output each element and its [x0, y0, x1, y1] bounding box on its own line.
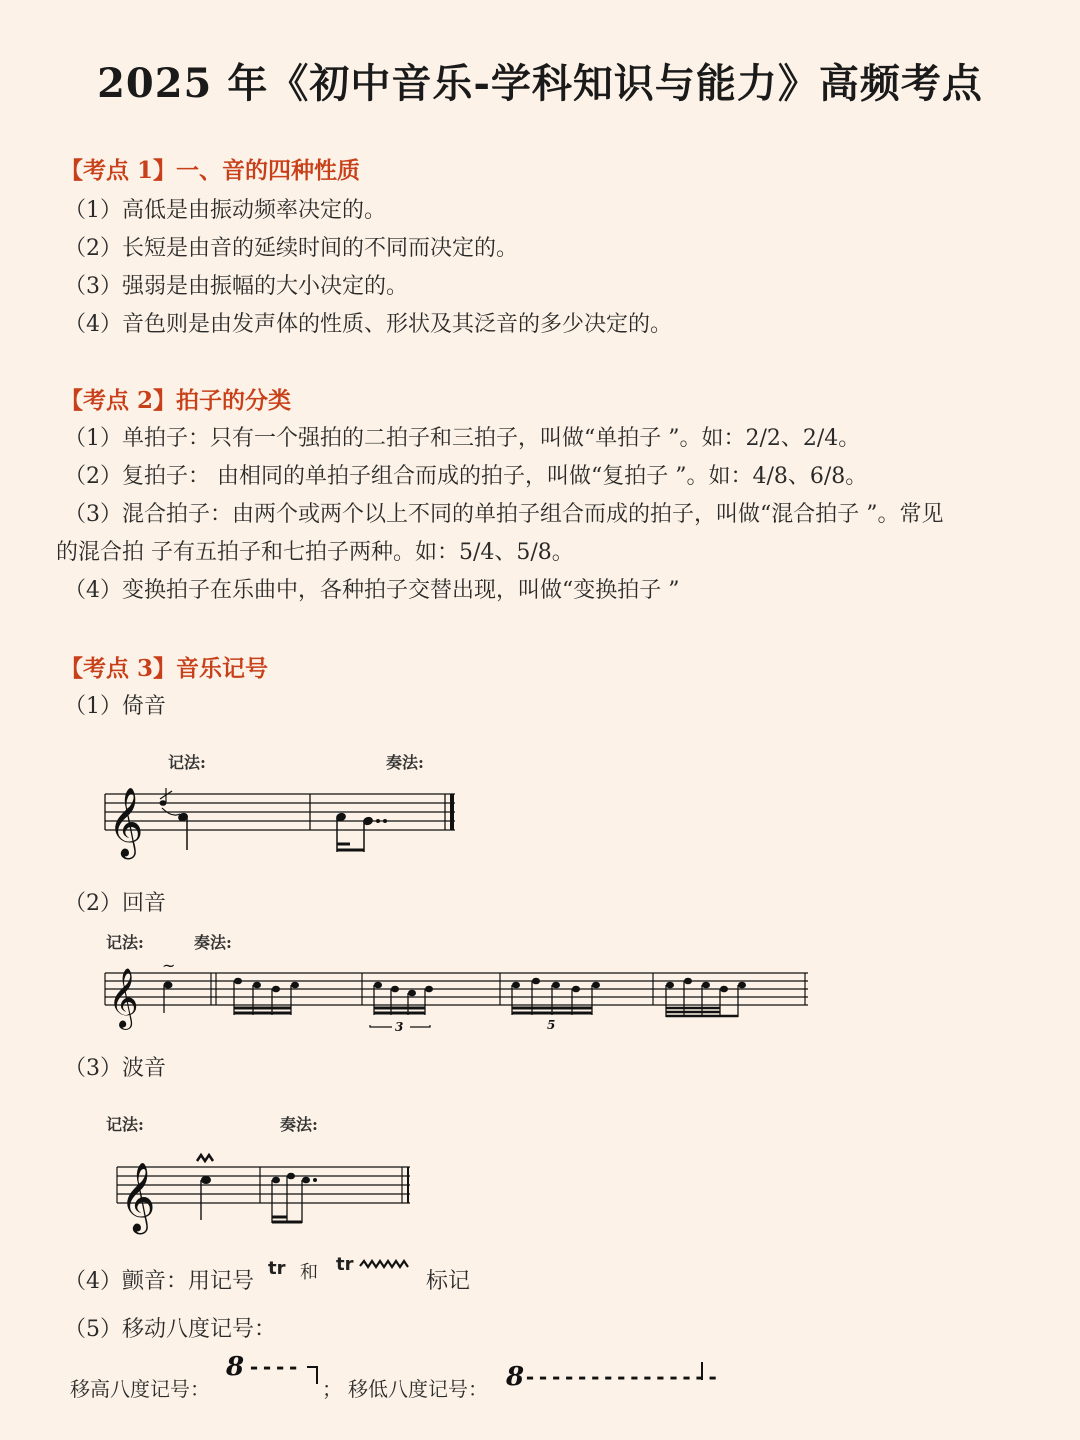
tuplet-3: 3	[395, 1020, 404, 1034]
turn-label: （2）回音	[64, 891, 166, 916]
mordent-staff	[112, 1145, 417, 1235]
svg-text:𝄞: 𝄞	[108, 968, 139, 1028]
section2-item: （2）复拍子： 由相同的单拍子组合而成的拍子，叫做“复拍子 ”。如：4/8、6/8。	[64, 464, 868, 489]
octave-label: （5）移动八度记号：	[64, 1317, 276, 1342]
octave-down-8-icon: 8	[506, 1362, 525, 1392]
notation-label: 记法:	[168, 753, 206, 772]
section2-heading: 【考点 2】拍子的分类	[60, 387, 292, 414]
trill-and: 和	[300, 1262, 318, 1283]
turn-staff	[100, 955, 815, 1040]
octave-up-end-bracket	[306, 1364, 320, 1388]
notation-label: 记法:	[106, 933, 144, 952]
appoggiatura-staff	[100, 780, 470, 870]
performance-label: 奏法:	[280, 1115, 318, 1134]
mordent-label: （3）波音	[64, 1056, 166, 1081]
section1-item: （2）长短是由音的延续时间的不同而决定的。	[64, 236, 518, 261]
svg-text:𝄞: 𝄞	[120, 1162, 156, 1232]
performance-label: 奏法:	[194, 933, 232, 952]
section1-heading: 【考点 1】一、音的四种性质	[60, 157, 361, 184]
trill-tr-icon: tr	[268, 1258, 286, 1279]
notation-label: 记法:	[106, 1115, 144, 1134]
octave-separator: ；	[322, 1377, 342, 1401]
section3-heading: 【考点 3】音乐记号	[60, 655, 269, 682]
octave-up-8-icon: 8	[226, 1352, 245, 1382]
trill-wavy-tr-icon: tr	[336, 1254, 354, 1275]
appoggiatura-label: （1）倚音	[64, 694, 166, 719]
octave-down-end-bracket	[696, 1360, 708, 1384]
svg-text:𝄞: 𝄞	[108, 787, 144, 857]
section2-item: （4）变换拍子在乐曲中，各种拍子交替出现，叫做“变换拍子 ”	[64, 578, 680, 603]
trill-suffix: 标记	[426, 1269, 471, 1294]
trill-wavy-line	[358, 1258, 414, 1272]
svg-text:~: ~	[162, 956, 176, 975]
performance-label: 奏法:	[386, 753, 424, 772]
section1-item: （3）强弱是由振幅的大小决定的。	[64, 274, 408, 299]
section1-item: （4）音色则是由发声体的性质、形状及其泛音的多少决定的。	[64, 312, 672, 337]
section1-item: （1）高低是由振动频率决定的。	[64, 198, 386, 223]
octave-down-dashes: ---------------	[524, 1365, 720, 1389]
tuplet-5: 5	[547, 1018, 556, 1032]
section2-item: 的混合拍 子有五拍子和七拍子两种。如：5/4、5/8。	[56, 540, 574, 565]
octave-up-dashes: ----	[248, 1355, 301, 1379]
page-title: 2025 年《初中音乐-学科知识与能力》高频考点	[97, 60, 983, 107]
octave-up-label: 移高八度记号：	[70, 1377, 210, 1401]
section2-item: （1）单拍子：只有一个强拍的二拍子和三拍子，叫做“单拍子 ”。如：2/2、2/4。	[64, 426, 861, 451]
octave-down-label: 移低八度记号：	[348, 1377, 488, 1401]
section2-item: （3）混合拍子：由两个或两个以上不同的单拍子组合而成的拍子，叫做“混合拍子 ”。常见	[64, 502, 944, 527]
trill-prefix: （4）颤音：用记号	[64, 1269, 254, 1294]
